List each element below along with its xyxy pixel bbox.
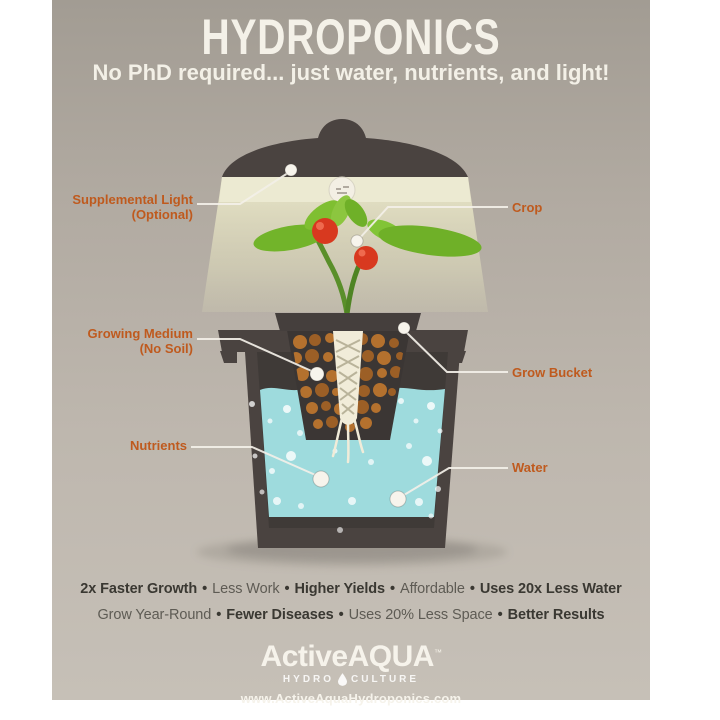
callout-label-nutrients [130, 438, 187, 453]
callout-dot-crop [351, 235, 363, 247]
grow-lamp [222, 119, 468, 177]
benefit-item: Uses 20% Less Space [348, 607, 493, 623]
callout-dot-grow-bucket [398, 322, 410, 334]
callout-dot-water [390, 491, 406, 507]
callout-label-water [512, 460, 548, 475]
benefit-separator: • [497, 607, 503, 623]
callout-dot-supplemental-light [285, 164, 297, 176]
benefit-item: Grow Year-Round [97, 607, 212, 623]
callout-text: Nutrients [129, 438, 187, 453]
benefit-item: Less Work [212, 581, 280, 597]
benefit-separator: • [469, 581, 475, 597]
benefit-separator: • [338, 607, 344, 623]
callout-subtext: (Optional) [131, 207, 193, 222]
brand-block [52, 638, 650, 706]
benefit-separator: • [202, 581, 208, 597]
page-subtitle: No PhD required... just water, nutrients, and light! [92, 60, 610, 85]
tagline-culture: CULTURE [351, 674, 420, 685]
brand-logo [52, 638, 650, 672]
brand-tagline [52, 673, 650, 686]
callout-text: Growing Medium [87, 326, 193, 341]
callout-label-growing-medium [88, 326, 193, 356]
callout-label-crop [512, 200, 542, 215]
callout-text: Supplemental Light [72, 192, 193, 207]
callout-text: Crop [512, 200, 543, 215]
benefit-item: Fewer Diseases [226, 607, 334, 623]
benefit-item: Higher Yields [294, 581, 386, 597]
benefit-item: Uses 20x Less Water [479, 581, 622, 597]
callout-label-grow-bucket [512, 365, 592, 380]
trademark-symbol: ™ [433, 648, 442, 657]
benefit-separator: • [216, 607, 222, 623]
callout-text: Grow Bucket [512, 365, 593, 380]
callout-label-supplemental-light [72, 192, 193, 222]
tomato-fruit [312, 218, 338, 244]
brand-website: www.ActiveAquaHydroponics.com [240, 691, 462, 706]
callout-dot-nutrients [313, 471, 329, 487]
page-title: HYDROPONICS [201, 9, 501, 65]
water-drop-icon [338, 673, 347, 686]
benefits-section [52, 576, 650, 628]
benefits-line-2 [52, 602, 650, 628]
callout-subtext: (No Soil) [139, 341, 193, 356]
brand-name-part1: Active [260, 640, 348, 673]
benefit-item: 2x Faster Growth [80, 581, 198, 597]
benefit-item: Better Results [507, 607, 605, 623]
callout-text: Water [512, 460, 548, 475]
brand-name-part2: AQUA [347, 640, 434, 673]
benefit-item: Affordable [400, 581, 465, 597]
tomato-fruit [354, 246, 378, 270]
benefit-separator: • [284, 581, 290, 597]
benefit-separator: • [390, 581, 396, 597]
callout-dot-growing-medium [310, 367, 324, 381]
tagline-hydro: HYDRO [282, 674, 335, 685]
benefits-line-1 [52, 576, 650, 602]
